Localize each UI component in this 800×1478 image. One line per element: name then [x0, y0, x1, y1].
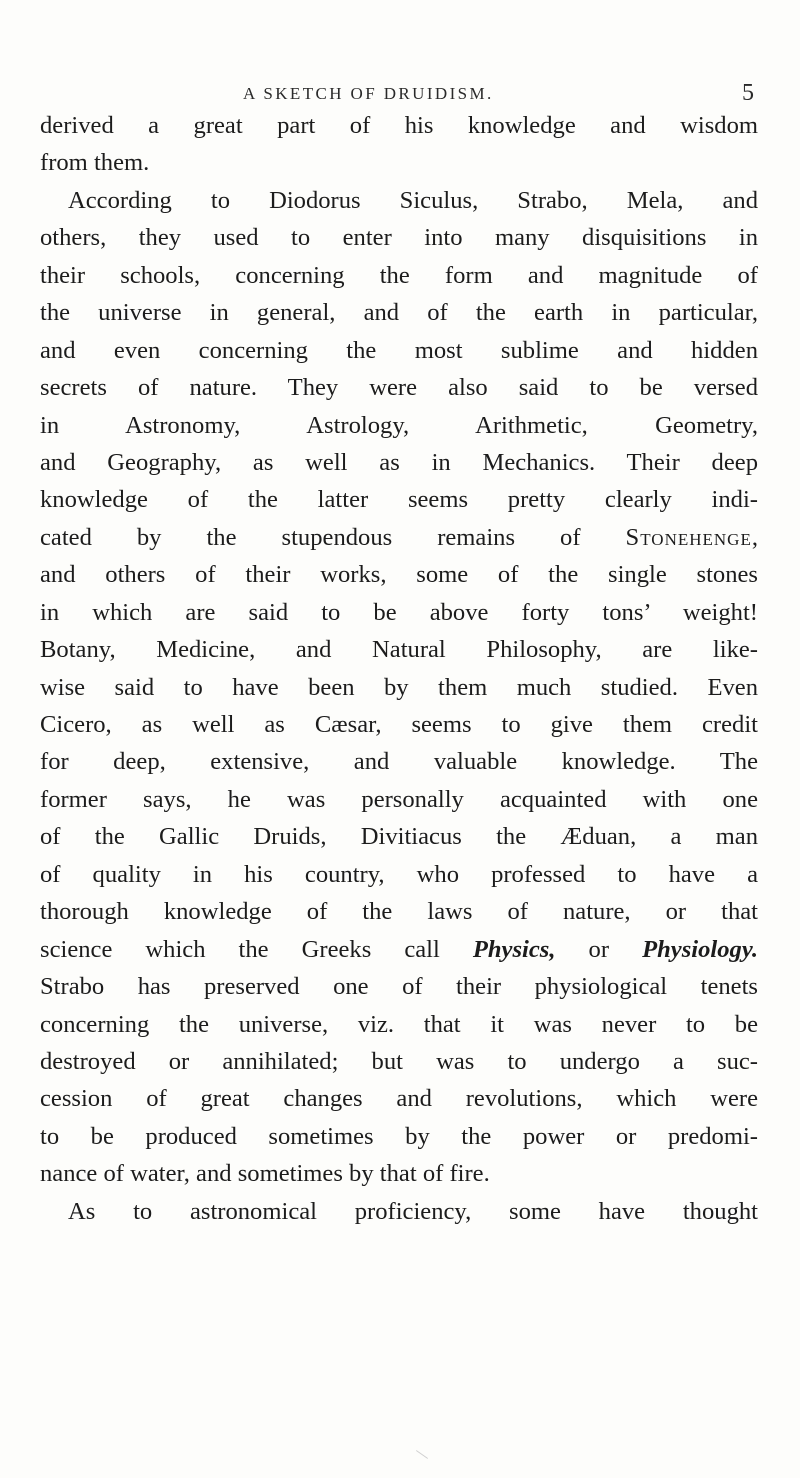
text-line: knowledge of the latter seems pretty clearly indi-	[40, 486, 758, 514]
running-head	[40, 80, 760, 110]
paragraph-first-line: According to Diodorus Siculus, Strabo, Mela, and	[68, 186, 758, 214]
text-line: concerning the universe, viz. that it was never to be	[40, 1010, 758, 1038]
text-line: cession of great changes and revolutions, which were	[40, 1085, 758, 1113]
text-line: and others of their works, some of the single stones	[40, 561, 758, 589]
line-text-before: cated by the stupendous remains of	[40, 523, 626, 551]
text-line: and even concerning the most sublime and hidden	[40, 336, 758, 364]
text-line: of the Gallic Druids, Divitiacus the Æduan, a man	[40, 823, 758, 851]
line-text-middle: or	[555, 935, 643, 963]
text-line: others, they used to enter into many disquisitions in	[40, 224, 758, 252]
paragraph-first-line: As to astronomical proficiency, some have thought	[68, 1197, 758, 1225]
text-line: the universe in general, and of the earth in particular,	[40, 299, 758, 327]
text-line: secrets of nature. They were also said to be versed	[40, 374, 758, 402]
page-number: 5	[742, 80, 754, 106]
line-text-before: science which the Greeks call	[40, 935, 473, 963]
text-line: derived a great part of his knowledge and wisdom	[40, 112, 758, 139]
text-line: thorough knowledge of the laws of nature, or that	[40, 898, 758, 926]
paper-mark	[416, 1450, 428, 1459]
physics-italic: Physics,	[472, 935, 556, 963]
stonehenge-small-caps: Stonehenge	[625, 523, 752, 551]
line-text-after: ,	[751, 523, 758, 551]
text-line: their schools, concerning the form and magnitude of	[40, 261, 758, 289]
text-line: to be produced sometimes by the power or predomi-	[40, 1122, 758, 1150]
text-line: of quality in his country, who professed to have a	[40, 860, 758, 888]
text-line: wise said to have been by them much studied. Even	[40, 673, 758, 701]
text-line: and Geography, as well as in Mechanics. Their deep	[40, 448, 758, 476]
text-line: former says, he was personally acquainted with one	[40, 785, 758, 813]
text-line: Cicero, as well as Cæsar, seems to give them credit	[40, 711, 758, 738]
running-title: A SKETCH OF DRUIDISM.	[243, 84, 494, 103]
text-line: Strabo has preserved one of their physiological tenets	[40, 973, 758, 1001]
physiology-italic: Physiology.	[642, 935, 758, 963]
text-line-stonehenge	[40, 519, 758, 556]
text-line: destroyed or annihilated; but was to undergo a suc-	[40, 1047, 758, 1075]
text-line: in Astronomy, Astrology, Arithmetic, Geometry,	[40, 411, 758, 439]
text-line: Botany, Medicine, and Natural Philosophy, are like-	[40, 636, 758, 664]
text-line: nance of water, and sometimes by that of fire.	[40, 1160, 490, 1188]
body-text	[40, 107, 758, 1230]
text-line: for deep, extensive, and valuable knowledge. The	[40, 748, 758, 776]
text-line-physics	[40, 931, 758, 968]
text-line: in which are said to be above forty tons’ weight!	[40, 598, 758, 626]
text-line: from them.	[40, 149, 150, 177]
